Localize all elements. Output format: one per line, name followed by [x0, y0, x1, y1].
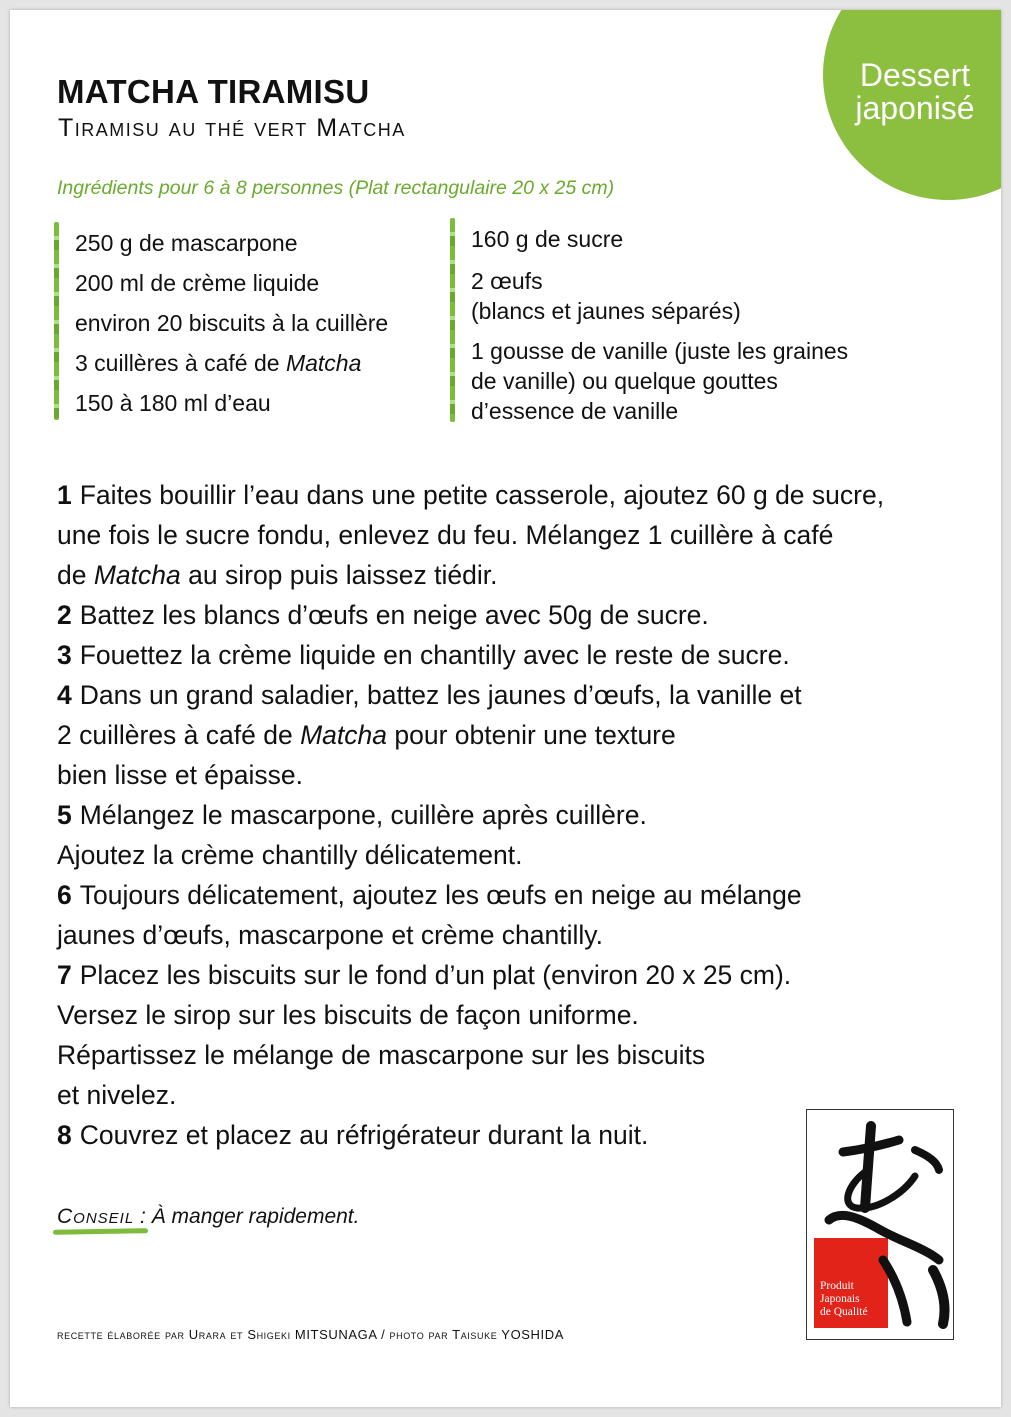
ingredient-item: 1 gousse de vanille (juste les graines — [471, 338, 849, 364]
step-text: au sirop puis laissez tiédir. — [188, 560, 498, 590]
tip-label-text: Conseil — [57, 1205, 135, 1228]
step-italic: Matcha — [93, 560, 181, 590]
recipe-credit: recette élaborée par Urara et Shigeki MITSUNAGA / photo par Taisuke YOSHIDA — [57, 1327, 565, 1342]
step-number: 4 — [57, 680, 72, 710]
recipe-title: MATCHA TIRAMISU — [57, 73, 370, 110]
step-line: bien lisse et épaisse. — [57, 760, 304, 790]
step-line — [57, 595, 957, 635]
logo-caption — [820, 1280, 892, 1319]
step-text: Couvrez et placez au réfrigérateur durant la nuit. — [79, 1120, 649, 1150]
recipe-card — [10, 10, 1001, 1407]
tip-label — [57, 1205, 134, 1228]
ingredient-item: 250 g de mascarpone — [75, 230, 298, 256]
ingredients-left-column — [54, 222, 434, 420]
step-line — [57, 555, 957, 595]
quality-logo — [806, 1109, 954, 1340]
ingredients-header: Ingrédients pour 6 à 8 personnes (Plat rectangulaire 20 x 25 cm) — [57, 177, 615, 199]
logo-line-3: de Qualité — [820, 1306, 868, 1318]
step-line: jaunes d’œufs, mascarpone et crème chantilly. — [57, 920, 603, 950]
step-line — [57, 475, 957, 515]
step-text: Dans un grand saladier, battez les jaunes d’œufs, la vanille et — [79, 680, 802, 710]
ingredient-item: 150 à 180 ml d’eau — [75, 390, 271, 416]
tip-underline — [53, 1228, 148, 1235]
step-line — [57, 795, 957, 835]
step-text: pour obtenir une texture — [394, 720, 676, 750]
logo-line-1: Produit — [820, 1280, 854, 1292]
ingredient-item: environ 20 biscuits à la cuillère — [75, 310, 389, 336]
step-line — [57, 715, 957, 755]
step-number: 6 — [57, 880, 72, 910]
ingredient-item: d’essence de vanille — [471, 398, 679, 424]
ingredient-item: 200 ml de crème liquide — [75, 270, 320, 296]
step-text: Faites bouillir l’eau dans une petite casserole, ajoutez 60 g de sucre, — [79, 480, 885, 510]
step-line — [57, 875, 957, 915]
badge-line-2: japonisé — [855, 90, 975, 126]
step-italic: Matcha — [300, 720, 387, 750]
category-badge-label — [840, 59, 990, 125]
step-line: une fois le sucre fondu, enlevez du feu. Mélangez 1 cuillère à café — [57, 520, 834, 550]
step-number: 5 — [57, 800, 72, 830]
step-line: et nivelez. — [57, 1080, 177, 1110]
step-line: Versez le sirop sur les biscuits de façon uniforme. — [57, 1000, 639, 1030]
ingredient-italic: Matcha — [285, 350, 362, 376]
step-line: Ajoutez la crème chantilly délicatement. — [57, 840, 523, 870]
step-number: 2 — [57, 600, 72, 630]
step-line — [57, 675, 957, 715]
ingredient-item: (blancs et jaunes séparés) — [471, 298, 741, 324]
step-number: 8 — [57, 1120, 72, 1150]
tip-separator: : — [134, 1205, 152, 1228]
tip — [57, 1205, 359, 1229]
step-line — [57, 635, 957, 675]
step-number: 1 — [57, 480, 72, 510]
step-text: Fouettez la crème liquide en chantilly avec le reste de sucre. — [79, 640, 790, 670]
column-accent-bar — [450, 218, 455, 422]
step-text: Placez les biscuits sur le fond d’un plat (environ 20 x 25 cm). — [79, 960, 792, 990]
badge-line-1: Dessert — [859, 57, 971, 93]
ingredient-item: 2 œufs — [471, 268, 543, 294]
recipe-steps — [57, 475, 957, 1155]
step-text: Toujours délicatement, ajoutez les œufs en neige au mélange — [79, 880, 802, 910]
step-text: Mélangez le mascarpone, cuillère après cuillère. — [79, 800, 647, 830]
step-number: 3 — [57, 640, 72, 670]
ingredient-item — [75, 348, 361, 378]
step-text: 2 cuillères à café de — [57, 720, 293, 750]
ingredient-item: 160 g de sucre — [471, 226, 624, 252]
step-line — [57, 955, 957, 995]
ingredient-text: 3 cuillères à café de — [75, 350, 280, 376]
step-text: Battez les blancs d’œufs en neige avec 50g de sucre. — [79, 600, 709, 630]
ingredient-item: de vanille) ou quelque gouttes — [471, 368, 778, 394]
ingredients-right-column — [450, 218, 910, 422]
logo-line-2: Japonais — [820, 1293, 860, 1305]
step-text: de — [57, 560, 87, 590]
tip-text: À manger rapidement. — [151, 1205, 360, 1228]
recipe-subtitle: Tiramisu au thé vert Matcha — [58, 114, 406, 142]
column-accent-bar — [54, 222, 59, 420]
step-line: Répartissez le mélange de mascarpone sur les biscuits — [57, 1040, 706, 1070]
step-number: 7 — [57, 960, 72, 990]
